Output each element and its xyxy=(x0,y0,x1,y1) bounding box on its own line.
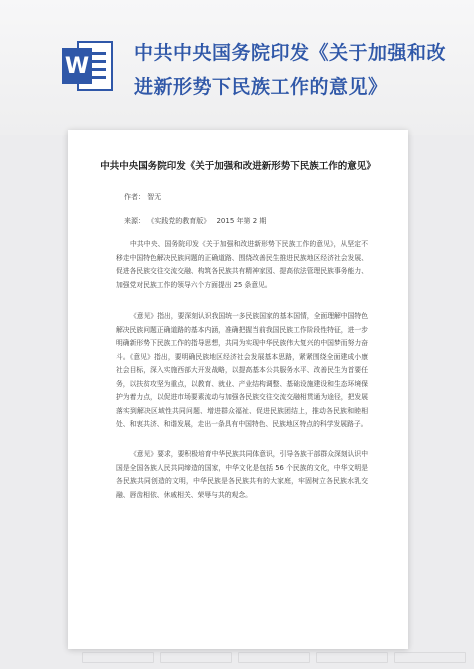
watermark-box xyxy=(82,652,154,663)
source-issue: 2015 年第 2 期 xyxy=(216,217,267,225)
document-page xyxy=(68,130,408,649)
source-line xyxy=(124,216,266,226)
document-title: 中共中央国务院印发《关于加强和改进新形势下民族工作的意见》 xyxy=(134,42,447,98)
author-label: 作者： xyxy=(124,193,145,201)
paragraph: 《意见》指出，要深刻认识我国统一多民族国家的基本国情，全面理解中国特色解决民族问题正确道路的基本内涵，准确把握当前我国民族工作阶段性特征，进一步明确新形势下民族工作的指导思想，共同为实现中华民族伟大复兴的中国梦而努力奋斗。《意见》指出，要明确民族地区经济社会发展基本思路，紧紧围绕全面建成小康社会目标，深入实施西部大开发战略，以提高基本公共服务水平、改善民生为首要任务，以扶贫攻坚为重点，以教育、就业、产业结构调整、基础设施建设和生态环境保护为着力点，以促进市场要素流动与加强各民族交往交流交融相贯通为途径，把发展落实到解决区域性共同问题、增进群众福祉、促进民族团结上，推动各民族和睦相处、和衷共济、和谐发展，走出一条具有中国特色、民族地区特点的科学发展路子。 xyxy=(116,312,368,428)
watermark-box xyxy=(316,652,388,663)
source-name: 《实践党的教育版》 xyxy=(147,217,211,225)
watermark-strip xyxy=(82,652,466,663)
author-name: 智无 xyxy=(147,193,162,201)
paragraph: 中共中央、国务院印发《关于加强和改进新形势下民族工作的意见》，从坚定不移走中国特色解决民族问题的正确道路、围绕改善民生推进民族地区经济社会发展、促进各民族交往交流交融、构筑各民族共有精神家园、提高依法管理民族事务能力、加强党对民族工作的领导六个方面提出 25 条意见。 xyxy=(116,240,368,289)
watermark-box xyxy=(394,652,466,663)
page-title: 中共中央国务院印发《关于加强和改进新形势下民族工作的意见》 xyxy=(100,161,376,172)
word-document-icon xyxy=(60,38,116,94)
watermark-box xyxy=(238,652,310,663)
paragraph: 《意见》要求，要积极培育中华民族共同体意识，引导各族干部群众深刻认识中国是全国各族人民共同缔造的国家，中华文化是包括 56 个民族的文化，中华文明是各民族共同创造的文明，中华民族是各民族共有的大家庭，牢固树立各民族水乳交融、唇齿相依、休戚相关、荣辱与共的观念。 xyxy=(116,450,368,499)
watermark-box xyxy=(160,652,232,663)
page-header xyxy=(0,0,474,135)
logo-letter: W xyxy=(64,54,90,79)
source-label: 来源： xyxy=(124,217,145,225)
author-line xyxy=(124,192,161,202)
